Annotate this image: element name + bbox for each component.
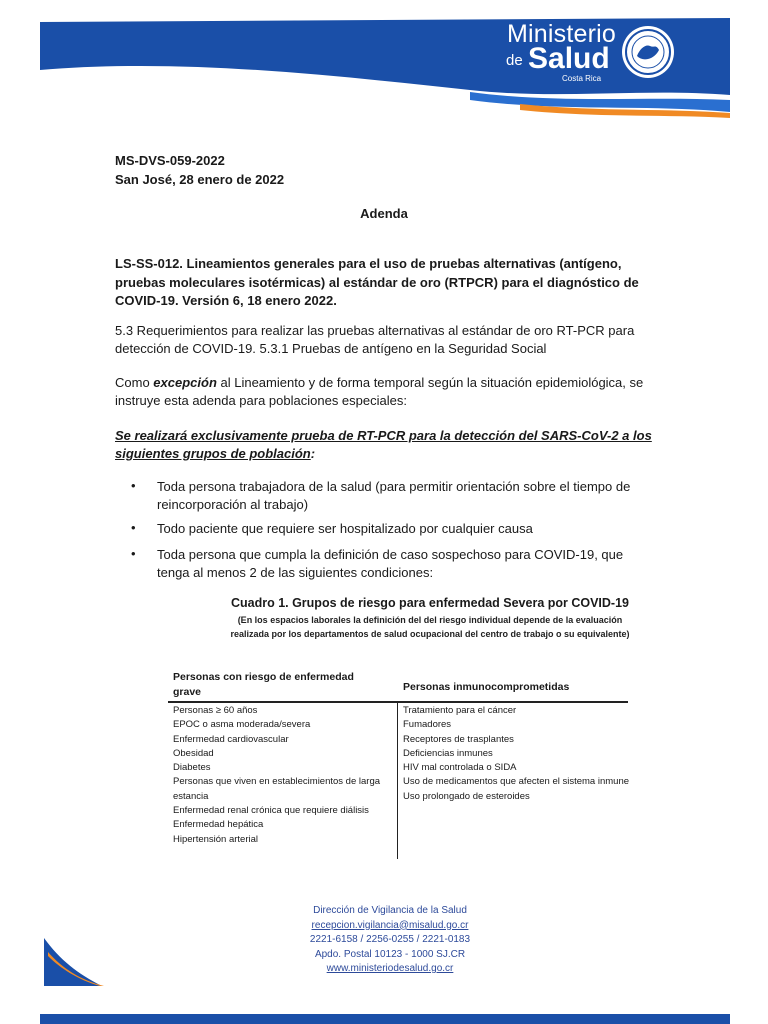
bullet-item: Todo paciente que requiere ser hospitalizado por cualquier causa <box>157 521 533 536</box>
footer-email-link[interactable]: recepcion.vigilancia@misalud.go.cr <box>311 919 469 931</box>
intro-text-before: Como <box>115 375 154 390</box>
table-cell: Fumadores <box>403 719 452 731</box>
corner-swoosh-icon <box>44 938 104 988</box>
logo-ministerio-text: Ministerio <box>507 20 616 48</box>
footer-phones: 2221-6158 / 2256-0255 / 2221-0183 <box>309 934 471 945</box>
table-cell: Diabetes <box>173 762 211 774</box>
document-code: MS-DVS-059-2022 <box>115 153 225 168</box>
table-cell: Receptores de trasplantes <box>403 733 514 745</box>
bottom-banner <box>0 1008 768 1024</box>
logo-country-text: Costa Rica <box>562 74 602 83</box>
table-cell: Uso prolongado de esteroides <box>403 790 530 802</box>
table-subtitle: (En los espacios laborales la definición del del riesgo individual depende de la evaluación realizada por los departamentos de salud ocupacional del centro de trabajo o su equivalente) <box>230 615 630 639</box>
bullet-marker: • <box>131 478 136 493</box>
bullet-marker: • <box>131 520 136 535</box>
bullet-marker: • <box>131 546 136 561</box>
table-cell: Enfermedad hepática <box>173 819 264 831</box>
ministry-seal-icon <box>620 24 676 80</box>
table-cell: Uso de medicamentos que afecten el sistema inmune <box>403 776 630 788</box>
document-heading: Adenda <box>360 206 408 221</box>
footer-postal: Apdo. Postal 10123 - 1000 SJ.CR <box>314 948 466 960</box>
table-title: Cuadro 1. Grupos de riesgo para enfermedad Severa por COVID-19 <box>230 596 630 610</box>
table-cell: Hipertensión arterial <box>173 833 259 845</box>
logo-salud-text: Salud <box>528 42 610 75</box>
table-cell: HIV mal controlada o SIDA <box>403 762 517 774</box>
document-title: LS-SS-012. Lineamientos generales para el uso de pruebas alternativas (antígeno, pruebas moleculares isotérmicas) al estándar de oro (RTPCR) para el diagnóstico de COVID-19. Versión 6, 18 enero 2022. <box>115 256 639 308</box>
table-cell: Tratamiento para el cáncer <box>403 705 517 716</box>
emphasis-colon: : <box>310 446 316 461</box>
emphasis-paragraph <box>115 427 655 463</box>
footer-contact <box>240 904 540 977</box>
table-cell: Personas ≥ 60 años <box>173 705 258 716</box>
bullet-item: Toda persona que cumpla la definición de caso sospechoso para COVID-19, que tenga al menos 2 de las siguientes condiciones: <box>157 547 624 580</box>
table-cell: Deficiencias inmunes <box>403 747 493 759</box>
table-column-right <box>403 704 633 804</box>
table-column-left <box>173 704 391 847</box>
table-column-divider <box>397 702 398 859</box>
table-cell: Personas que viven en establecimientos de larga estancia <box>173 776 381 802</box>
table-cell: EPOC o asma moderada/severa <box>173 719 311 731</box>
bullet-item: Toda persona trabajadora de la salud (para permitir orientación sobre el tiempo de reincorporación al trabajo) <box>157 479 631 512</box>
logo-de-text: de <box>506 52 523 69</box>
table-header-rule <box>168 701 628 703</box>
table-cell: Enfermedad cardiovascular <box>173 733 289 745</box>
intro-emphasis: excepción <box>153 375 217 390</box>
table-header-left: Personas con riesgo de enfermedad grave <box>173 671 354 698</box>
footer-website-link[interactable]: www.ministeriodesalud.go.cr <box>326 963 454 974</box>
intro-paragraph <box>115 374 655 410</box>
table-header-right: Personas inmunocomprometidas <box>403 681 570 693</box>
footer-department: Dirección de Vigilancia de la Salud <box>313 905 467 916</box>
document-date: San José, 28 enero de 2022 <box>115 172 285 187</box>
table-cell: Enfermedad renal crónica que requiere diálisis <box>173 805 369 817</box>
emphasis-text: Se realizará exclusivamente prueba de RT-PCR para la detección del SARS-CoV-2 a los siguientes grupos de población <box>115 428 652 461</box>
section-reference: 5.3 Requerimientos para realizar las pruebas alternativas al estándar de oro RT-PCR para detección de COVID-19. 5.3.1 Pruebas de antígeno en la Seguridad Social <box>115 323 635 356</box>
table-cell: Obesidad <box>173 747 214 759</box>
intro-text-after: al Lineamiento y de forma temporal según la situación epidemiológica, se instruye esta adenda para poblaciones especiales: <box>115 375 644 408</box>
